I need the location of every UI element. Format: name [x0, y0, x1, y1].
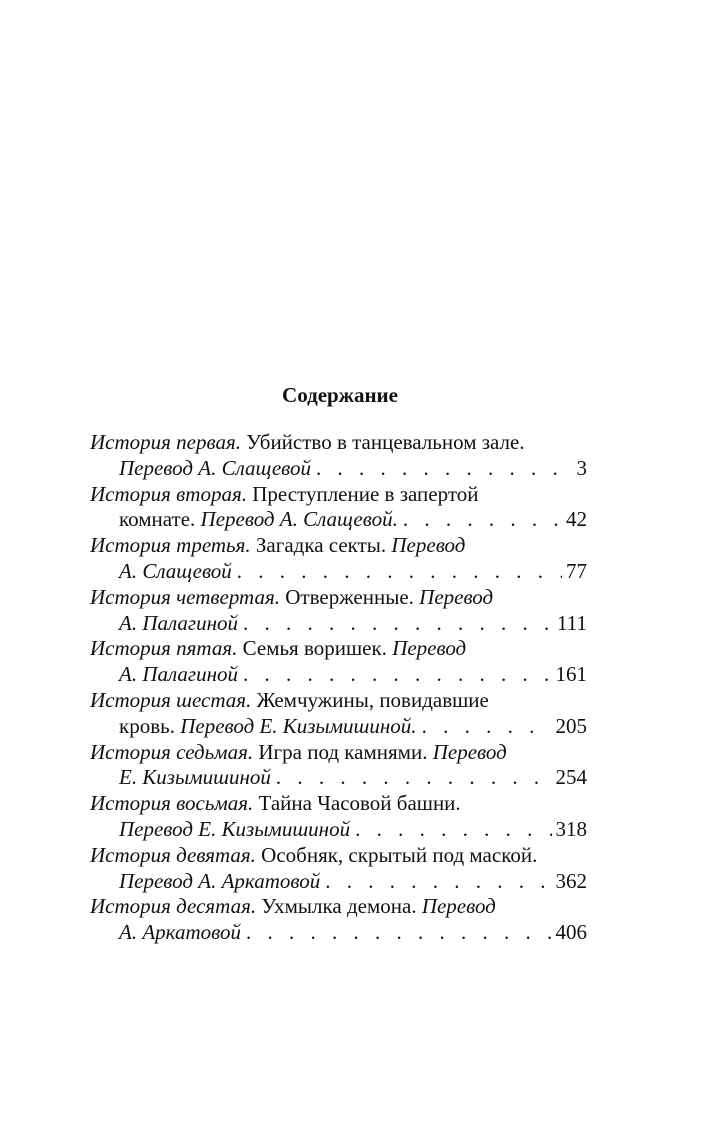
translator-credit: А. Аркатовой [119, 920, 241, 945]
toc-entry-title-line [90, 740, 587, 766]
toc-entry[interactable] [90, 533, 587, 585]
table-of-contents [90, 430, 587, 946]
story-number-label: История первая. [90, 430, 241, 454]
toc-entry[interactable] [90, 894, 587, 946]
toc-entry[interactable] [90, 430, 587, 482]
toc-entry-title-line [90, 430, 587, 456]
page-number: 111 [557, 610, 587, 635]
dot-leader [232, 559, 562, 585]
story-title-continued: кровь. [119, 713, 181, 738]
translator-credit: А. Слащевой [119, 558, 232, 583]
story-title: Тайна Часовой башни. [253, 791, 461, 816]
toc-entry-title-line [90, 533, 587, 559]
dot-leader [398, 507, 562, 533]
story-number-label: История шестая. [90, 687, 252, 712]
story-title: Загадка секты. [250, 533, 392, 558]
page-number: 3 [576, 455, 587, 480]
translation-label: Перевод [419, 584, 494, 609]
dot-leader [238, 662, 551, 688]
story-number-label: История третья. [90, 533, 251, 558]
toc-entry-detail-line [90, 817, 587, 843]
toc-entry-detail-line [90, 714, 587, 740]
page-number: 406 [555, 920, 587, 945]
toc-entry[interactable] [90, 636, 587, 688]
toc-entry-title-line [90, 894, 587, 920]
story-number-label: История десятая. [90, 894, 257, 919]
toc-entry-detail-line [90, 611, 587, 637]
story-number-label: История девятая. [90, 842, 256, 867]
toc-entry-title-line [90, 585, 587, 611]
translator-credit: Перевод А. Слащевой [119, 455, 312, 480]
translation-label: Перевод [392, 636, 467, 661]
translator-credit: Перевод Е. Кизымишиной [119, 816, 351, 841]
toc-entry-detail-line [90, 920, 587, 946]
translator-credit: Перевод А. Аркатовой [119, 868, 321, 893]
translation-label: Перевод [421, 894, 496, 919]
toc-entry[interactable] [90, 482, 587, 534]
dot-leader [311, 456, 572, 482]
toc-entry-title-line [90, 482, 587, 508]
dot-leader [320, 869, 551, 895]
toc-entry-detail-line [90, 662, 587, 688]
toc-entry-detail-line [90, 559, 587, 585]
toc-entry-detail-line [90, 507, 587, 533]
page-number: 205 [555, 713, 587, 738]
toc-entry-title-line [90, 636, 587, 662]
story-title: Жемчужины, повидавшие [251, 687, 489, 712]
dot-leader [241, 920, 552, 946]
story-title: Семья воришек. [237, 636, 393, 661]
story-number-label: История пятая. [90, 636, 238, 661]
page-number: 161 [555, 662, 587, 687]
toc-entry-detail-line [90, 765, 587, 791]
toc-entry-detail-line [90, 456, 587, 482]
translator-credit: Е. Кизымишиной [119, 765, 271, 790]
story-title: Игра под камнями. [253, 739, 433, 764]
page-number: 318 [555, 816, 587, 841]
toc-entry[interactable] [90, 585, 587, 637]
translation-label: Перевод [432, 739, 507, 764]
story-number-label: История четвертая. [90, 584, 280, 609]
toc-entry-title-line [90, 843, 587, 869]
story-title: Ухмылка демона. [256, 894, 422, 919]
dot-leader [417, 714, 552, 740]
translator-credit: А. Палагиной [119, 662, 239, 687]
story-number-label: История восьмая. [90, 791, 254, 816]
toc-entry[interactable] [90, 791, 587, 843]
toc-entry[interactable] [90, 843, 587, 895]
toc-entry[interactable] [90, 740, 587, 792]
translator-credit: Перевод Е. Кизымишиной. [180, 713, 417, 738]
page-title: Содержание [282, 383, 398, 407]
story-title-continued: комнате. [119, 507, 201, 532]
story-title: Убийство в танцевальном зале. [240, 430, 525, 454]
story-title: Особняк, скрытый под маской. [255, 842, 538, 867]
page-number: 77 [566, 558, 587, 583]
dot-leader [350, 817, 551, 843]
toc-entry-title-line [90, 688, 587, 714]
translator-credit: А. Палагиной [119, 610, 239, 635]
toc-entry-title-line [90, 791, 587, 817]
translator-credit: Перевод А. Слащевой. [200, 507, 398, 532]
toc-entry-detail-line [90, 869, 587, 895]
page-number: 254 [555, 765, 587, 790]
toc-entry[interactable] [90, 688, 587, 740]
translation-label: Перевод [391, 533, 466, 558]
dot-leader [271, 765, 552, 791]
page-number: 42 [566, 507, 587, 532]
dot-leader [238, 611, 553, 637]
story-title: Преступление в запертой [246, 481, 479, 506]
page-number: 362 [555, 868, 587, 893]
story-number-label: История вторая. [90, 481, 247, 506]
story-title: Отверженные. [279, 584, 420, 609]
story-number-label: История седьмая. [90, 739, 254, 764]
